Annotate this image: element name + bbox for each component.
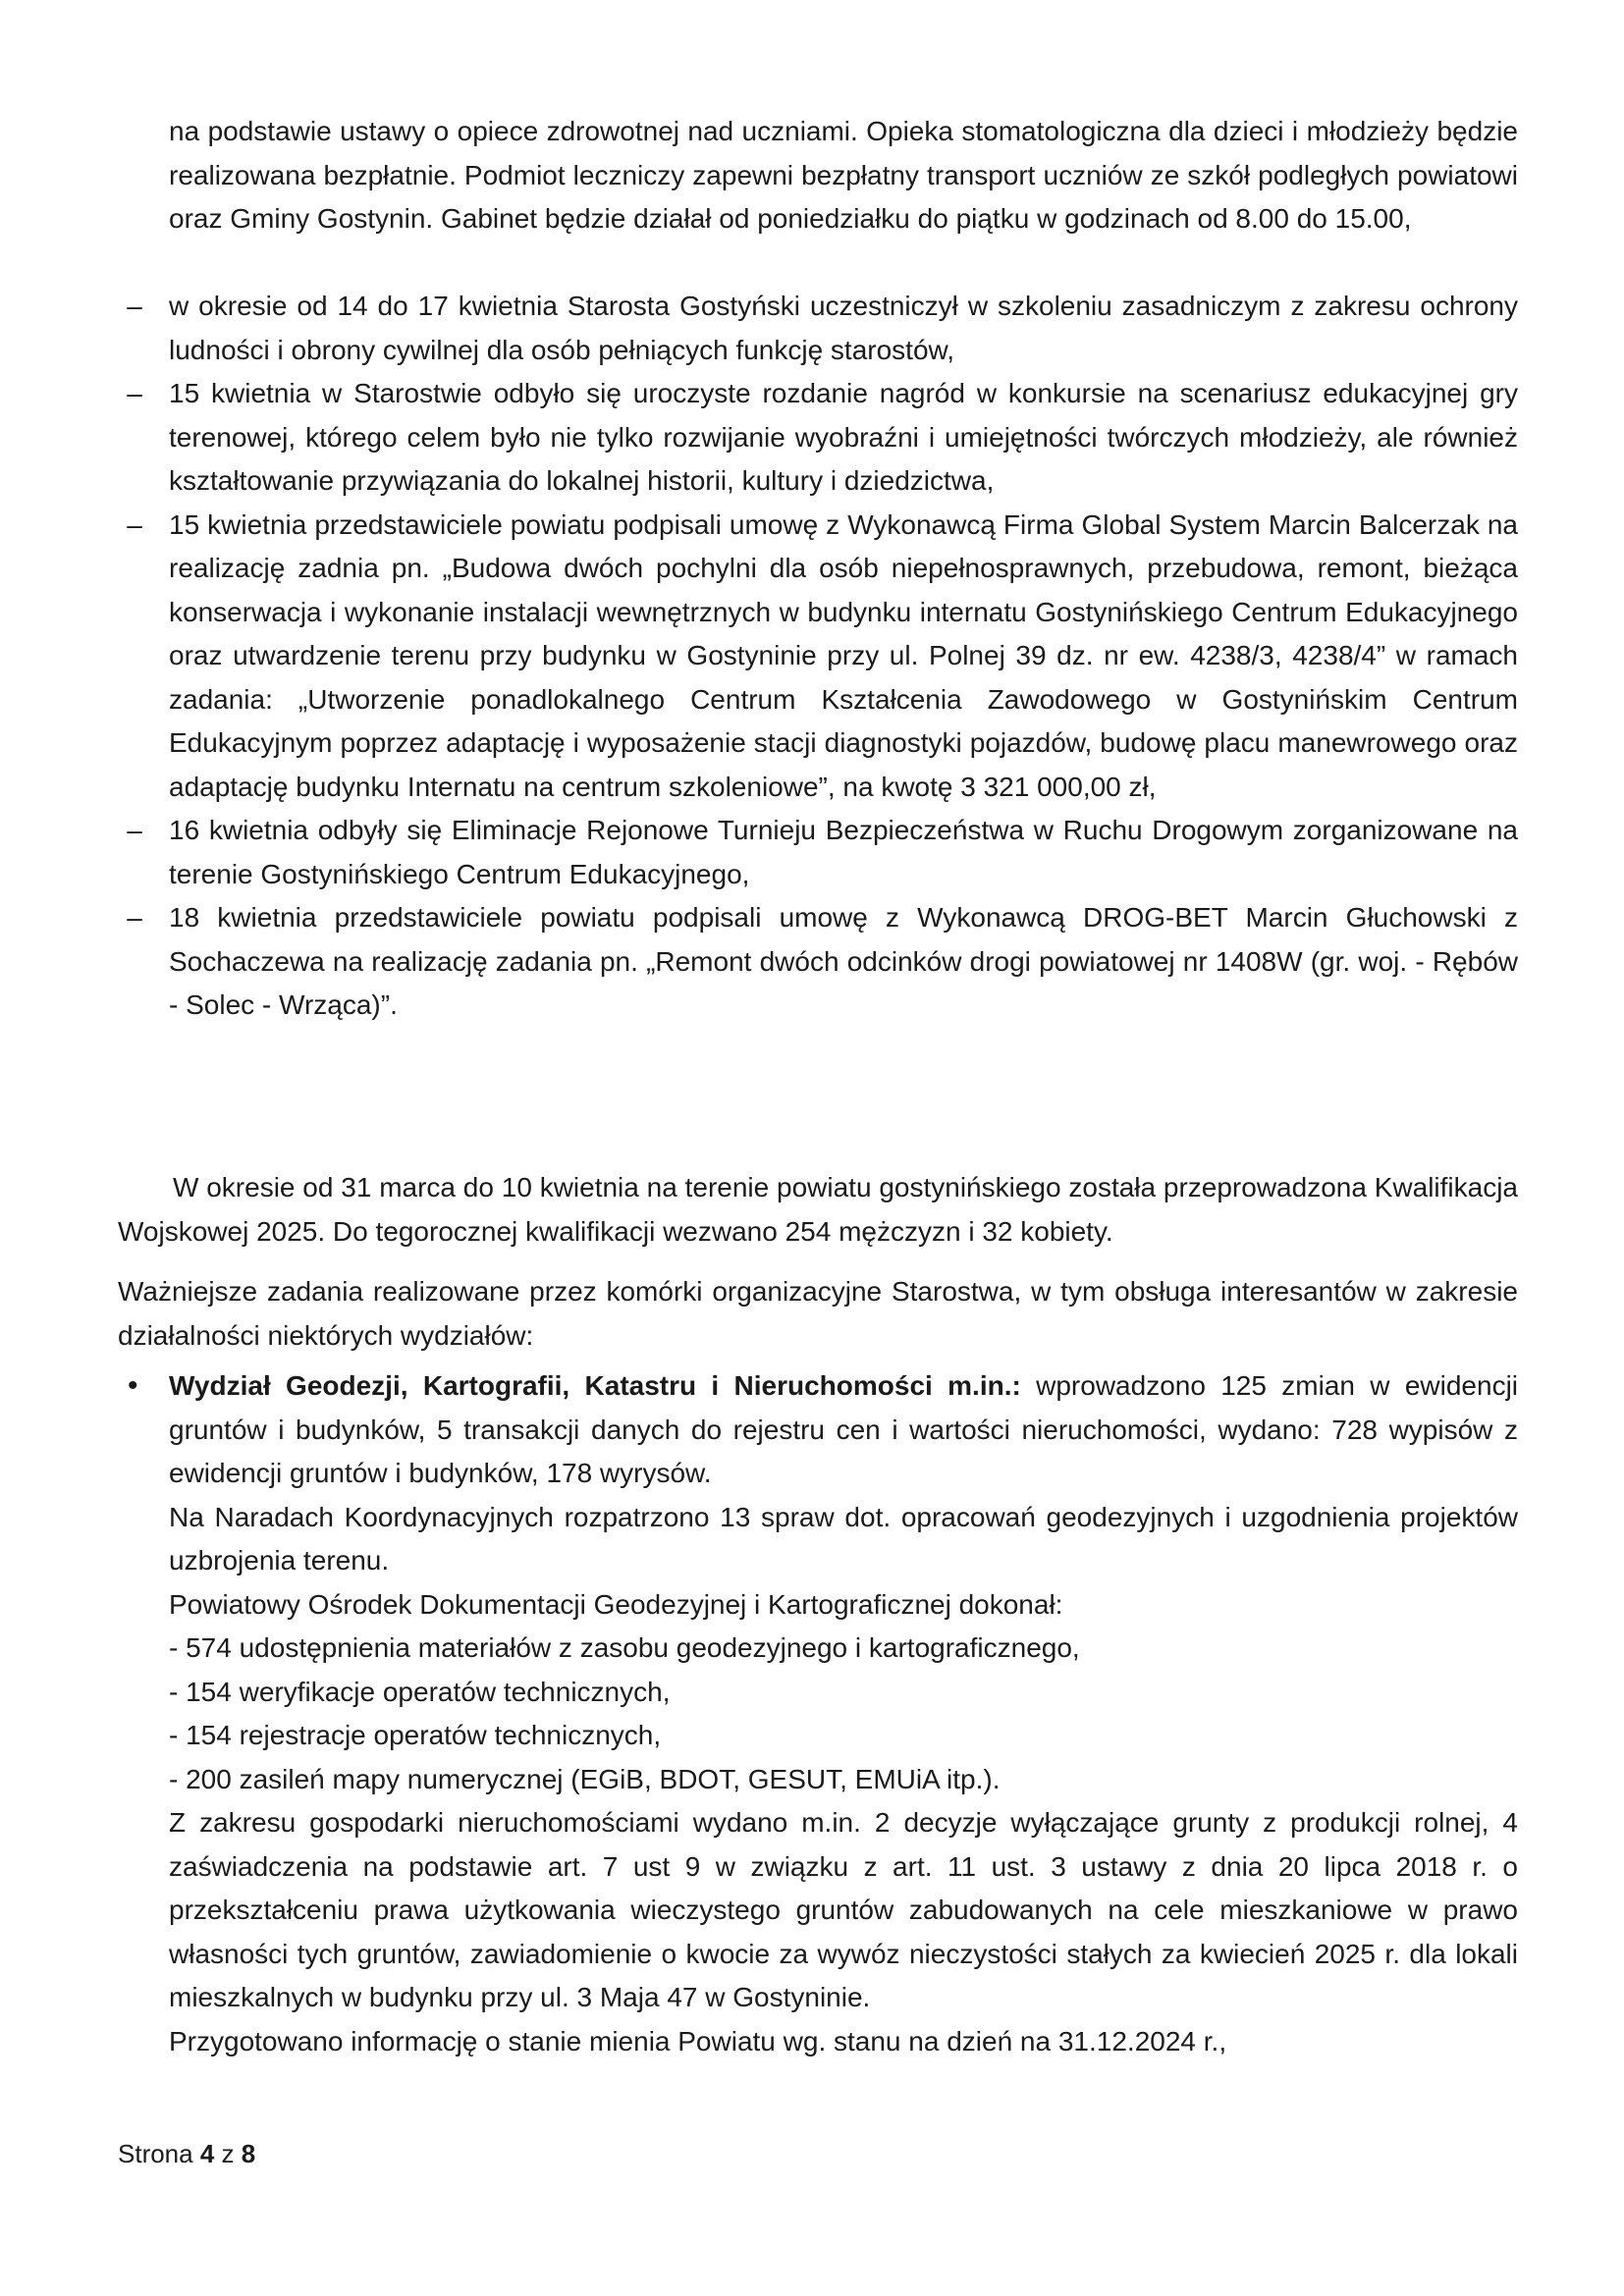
dash-marker: –: [127, 902, 142, 933]
department-title: Wydział Geodezji, Kartografii, Katastru i Nieruchomości m.in.:: [169, 1370, 1021, 1401]
qualification-paragraph: W okresie od 31 marca do 10 kwietnia na terenie powiatu gostynińskiego została przeprowadzona Kwalifikacja Wojskowej 2025. Do tegorocznej kwalifikacji wezwano 254 mężczyzn i 32 kobiety.: [118, 1172, 1518, 1247]
dash-marker: –: [127, 378, 142, 408]
real-estate-paragraph: Z zakresu gospodarki nieruchomościami wydano m.in. 2 decyzje wyłączające grunty z produkcji rolnej, 4 zaświadczenia na podstawie art. 7 ust 9 w związku z art. 11 ust. 3 ustawy z dnia 20 lipca 2018 r. o przekształceniu prawa użytkowania wieczystego gruntów zabudowanych na cele mieszkaniowe w prawo własności tych gruntów, zawiadomienie o kwocie za wywóz nieczystości stałych za kwiecień 2025 r. dla lokali mieszkalnych w budynku przy ul. 3 Maja 47 w Gostyninie.: [169, 1807, 1518, 2012]
list-item: [108, 285, 1518, 372]
footer-label: Strona: [118, 2139, 193, 2168]
list-item-text: 15 kwietnia w Starostwie odbyło się uroczyste rozdanie nagród w konkursie na scenariusz edukacyjnej gry terenowej, którego celem było nie tylko rozwijanie wyobraźni i umiejętności twórczych młodzieży, ale również kształtowanie przywiązania do lokalnej historii, kultury i dziedzictwa,: [169, 378, 1518, 496]
footer-page-total: 8: [241, 2139, 256, 2168]
podgik-item: - 574 udostępnienia materiałów z zasobu geodezyjnego i kartograficznego,: [169, 1632, 1080, 1663]
podgik-item: - 200 zasileń mapy numerycznej (EGiB, BDOT, GESUT, EMUiA itp.).: [169, 1763, 1001, 1794]
footer-separator: z: [221, 2139, 235, 2168]
department-summary: [169, 1364, 1518, 1496]
list-item: [108, 504, 1518, 810]
property-info-paragraph: Przygotowano informację o stanie mienia Powiatu wg. stanu na dzień na 31.12.2024 r.,: [169, 2025, 1227, 2056]
coordination-paragraph: Na Naradach Koordynacyjnych rozpatrzono 13 spraw dot. opracowań geodezyjnych i uzgodnienia projektów uzbrojenia terenu.: [169, 1501, 1518, 1575]
list-item-text: 18 kwietnia przedstawiciele powiatu podpisali umowę z Wykonawcą DROG-BET Marcin Głuchowski z Sochaczewa na realizację zadania pn. „Remont dwóch odcinków drogi powiatowej nr 1408W (gr. woj. - Rębów - Solec - Wrząca)”.: [169, 902, 1518, 1020]
list-item-text: 15 kwietnia przedstawiciele powiatu podpisali umowę z Wykonawcą Firma Global System Marcin Balcerzak na realizację zadnia pn. „Budowa dwóch pochylni dla osób niepełnosprawnych, przebudowa, remont, bieżąca konserwacja i wykonanie instalacji wewnętrznych w budynku internatu Gostynińskiego Centrum Edukacyjnego oraz utwardzenie terenu przy budynku w Gostyninie przy ul. Polnej 39 dz. nr ew. 4238/3, 4238/4” w ramach zadania: „Utworzenie ponadlokalnego Centrum Kształcenia Zawodowego w Gostynińskim Centrum Edukacyjnym poprzez adaptację i wyposażenie stacji diagnostyki pojazdów, budowę placu manewrowego oraz adaptację budynku Internatu na centrum szkoleniowe”, na kwotę 3 321 000,00 zł,: [169, 508, 1518, 802]
list-item: [108, 896, 1518, 1028]
list-item-text: w okresie od 14 do 17 kwietnia Starosta Gostyński uczestniczył w szkoleniu zasadniczym z zakresu ochrony ludności i obrony cywilnej dla osób pełniących funkcję starostów,: [169, 291, 1518, 365]
dash-marker: –: [127, 508, 142, 540]
intro-paragraph: na podstawie ustawy o opiece zdrowotnej nad uczniami. Opieka stomatologiczna dla dzieci i młodzieży będzie realizowana bezpłatnie. Podmiot leczniczy zapewni bezpłatny transport uczniów ze szkół podległych powiatowi oraz Gminy Gostynin. Gabinet będzie działał od poniedziałku do piątku w godzinach od 8.00 do 15.00,: [169, 116, 1518, 234]
department-bullet: [118, 1364, 1518, 2063]
dash-marker: –: [127, 815, 142, 845]
department-body: [169, 1364, 1518, 2063]
tasks-intro-paragraph: Ważniejsze zadania realizowane przez komórki organizacyjne Starostwa, w tym obsługa interesantów w zakresie działalności niektórych wydziałów:: [118, 1276, 1518, 1351]
list-item: [108, 372, 1518, 504]
bullet-marker: •: [128, 1369, 138, 1402]
department-first-text: wprowadzono 125 zmian w ewidencji gruntów i budynków, 5 transakcji danych do rejestru cen i wartości nieruchomości, wydano: 728 wypisów z ewidencji gruntów i budynków, 178 wyrysów.: [169, 1370, 1519, 1488]
page-footer: [118, 2138, 255, 2169]
podgik-item: - 154 rejestracje operatów technicznych,: [169, 1720, 662, 1750]
footer-page-number: 4: [199, 2139, 215, 2168]
dash-list: [108, 285, 1518, 1028]
podgik-intro: Powiatowy Ośrodek Dokumentacji Geodezyjnej i Kartograficznej dokonał:: [169, 1588, 1063, 1620]
podgik-item: - 154 weryfikacje operatów technicznych,: [169, 1676, 671, 1707]
list-item: [108, 809, 1518, 896]
dash-marker: –: [127, 291, 142, 321]
list-item-text: 16 kwietnia odbyły się Eliminacje Rejonowe Turnieju Bezpieczeństwa w Ruchu Drogowym zorganizowane na terenie Gostynińskiego Centrum Edukacyjnego,: [169, 815, 1518, 889]
